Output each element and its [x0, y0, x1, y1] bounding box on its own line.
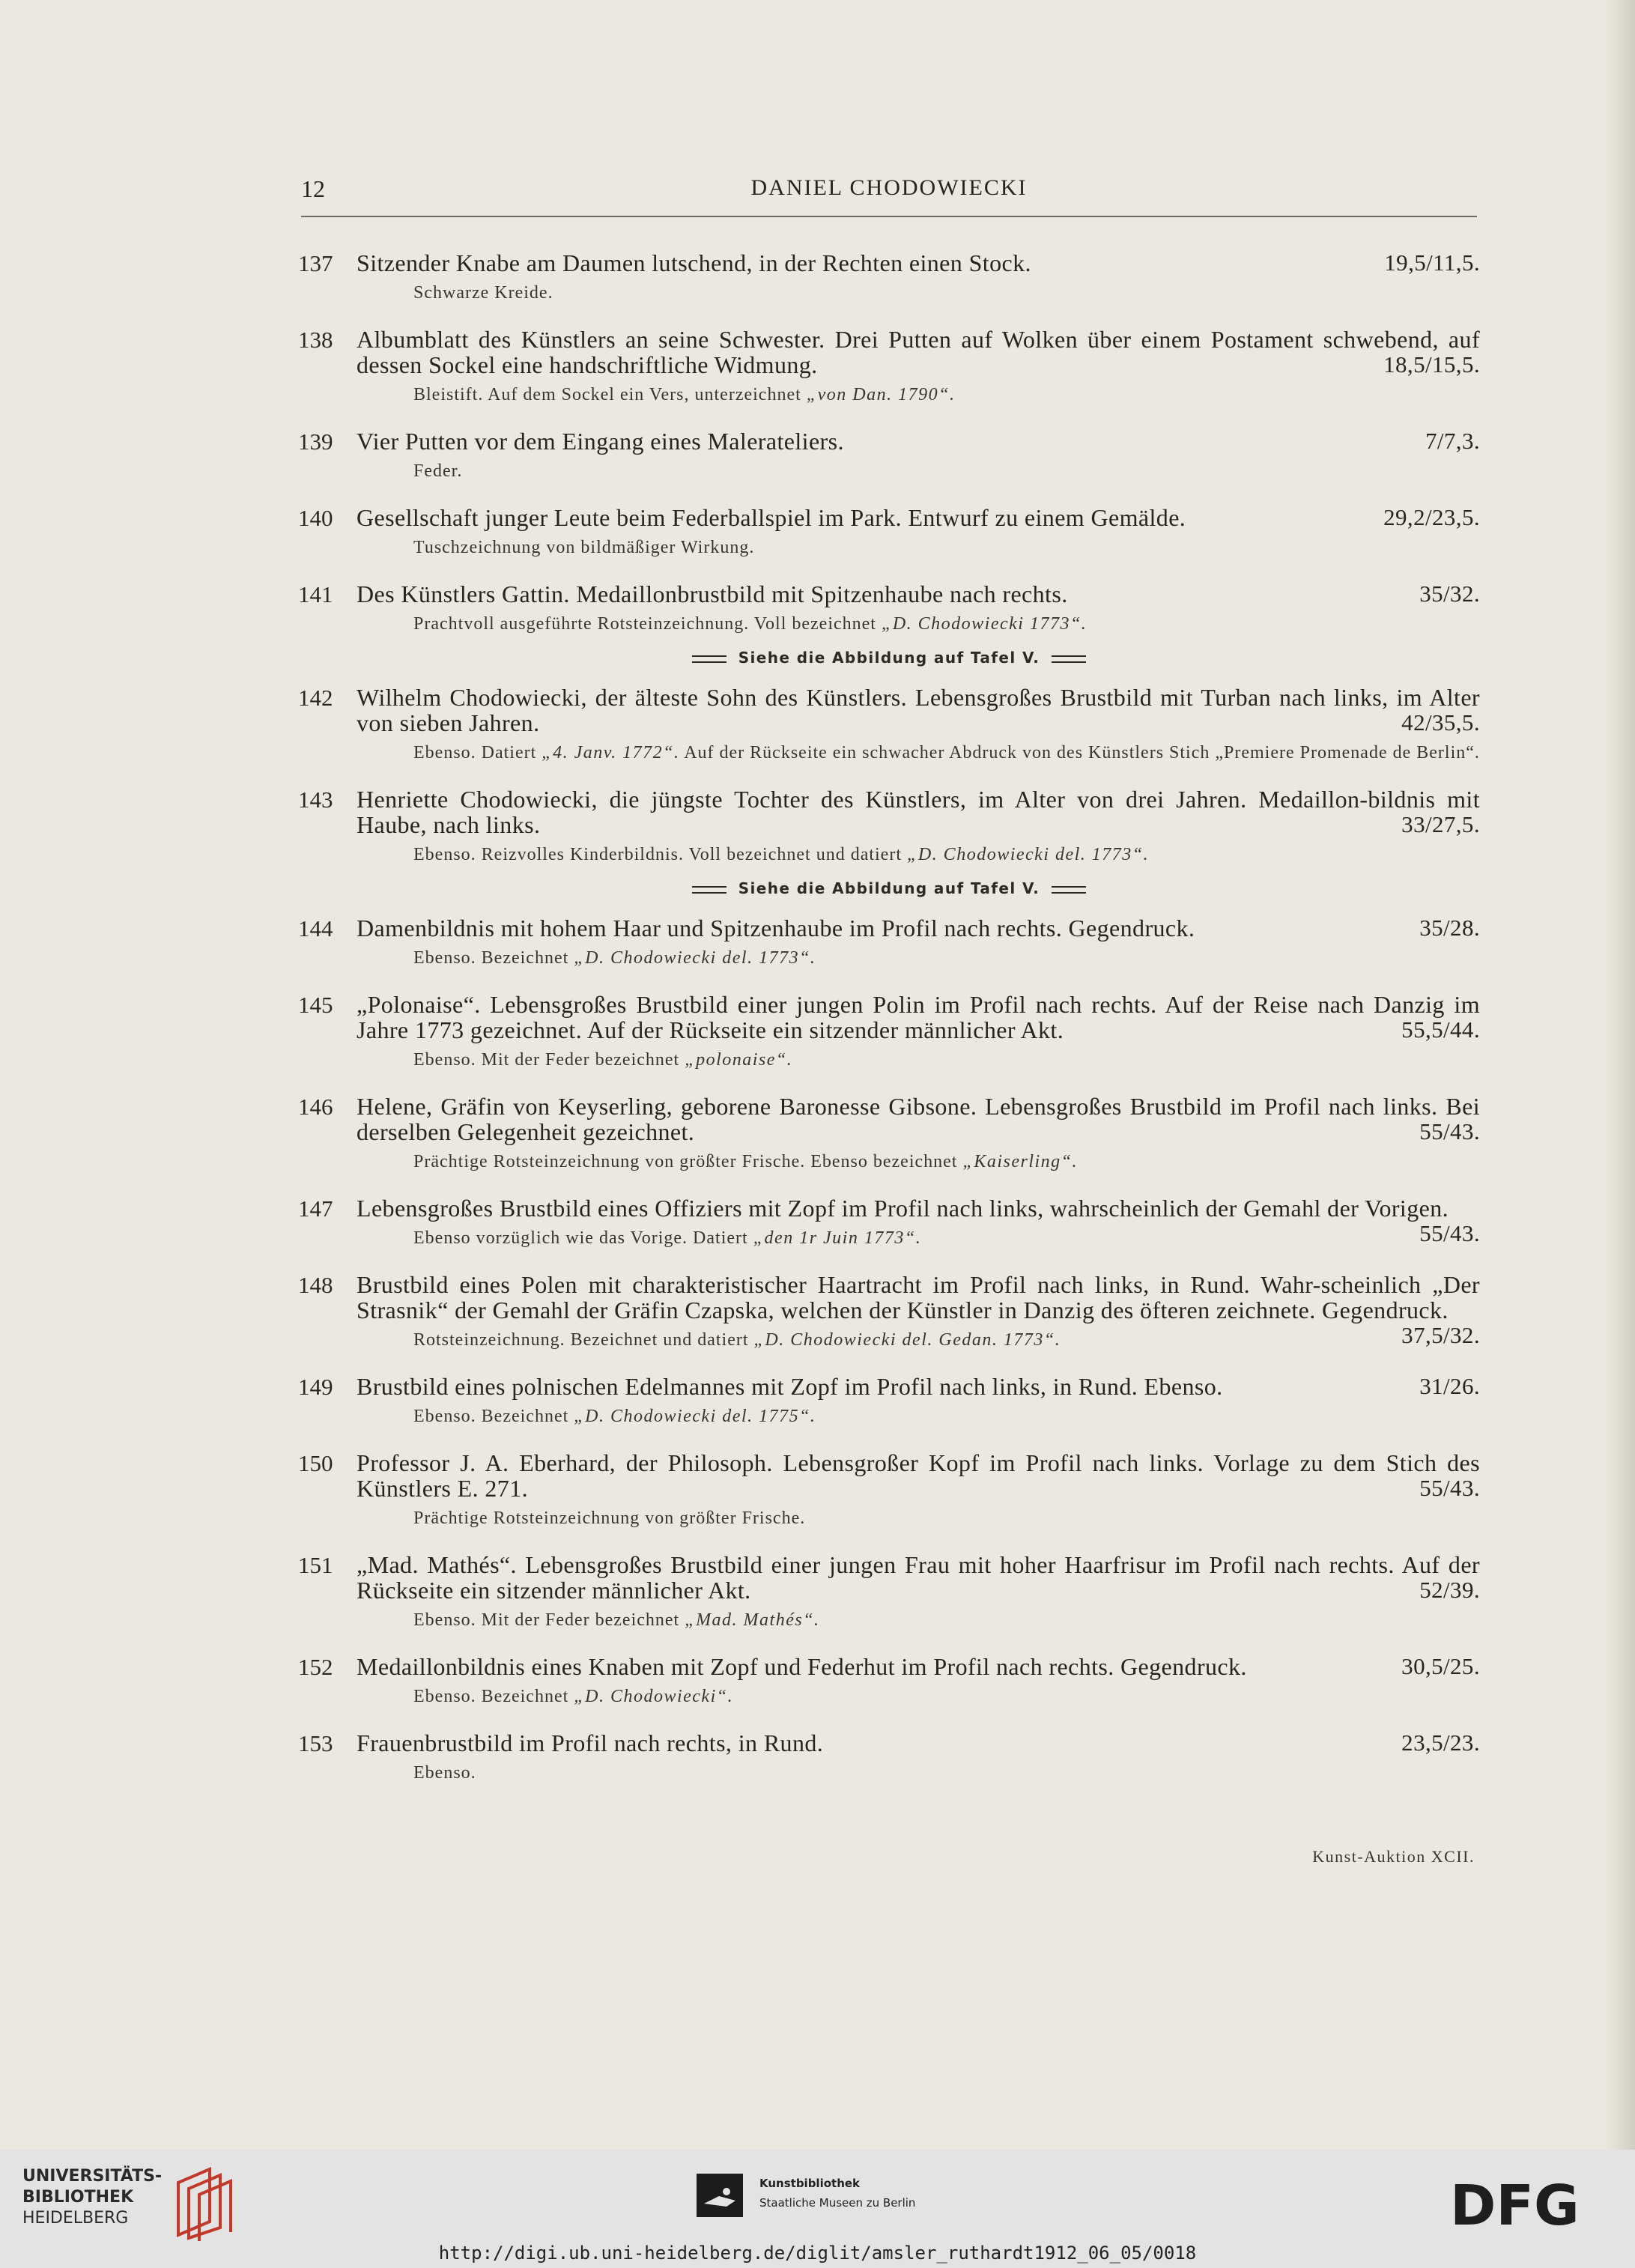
entry-inscription: „Kaiserling“.: [962, 1152, 1079, 1171]
entry-note-text: Prachtvoll ausgeführte Rotsteinzeichnung. Voll bezeichnet: [413, 614, 882, 634]
uni-logo-text: [22, 2166, 162, 2229]
entry-inscription: „4. Janv. 1772“.: [542, 743, 680, 762]
entry-title-text: Sitzender Knabe am Daumen lutschend, in der Rechten einen Stock.: [357, 249, 1031, 276]
entry-title-text: Lebensgroßes Brustbild eines Offiziers mit Zopf im Profil nach links, wahrscheinlich der Gemahl der Vorigen.: [357, 1195, 1449, 1222]
entry-title-text: Damenbildnis mit hohem Haar und Spitzenhaube im Profil nach rechts. Gegendruck.: [357, 915, 1195, 942]
catalog-entry: [298, 1552, 1480, 1631]
entry-number: 142: [298, 685, 333, 711]
signature-line: Kunst-Auktion XCII.: [1312, 1847, 1475, 1866]
entry-number: 144: [298, 915, 333, 942]
catalog-entry: [298, 1654, 1480, 1708]
entry-number: 139: [298, 428, 333, 455]
catalog-entry: [298, 581, 1480, 635]
entry-note-text: Prächtige Rotsteinzeichnung von größter Frische.: [413, 1509, 806, 1528]
header-rule: [301, 216, 1477, 217]
double-rule-left: [692, 886, 727, 894]
dfg-logo-icon[interactable]: [1450, 2181, 1615, 2231]
entry-dimensions: 35/32.: [1419, 580, 1480, 607]
entry-title-text: Albumblatt des Künstlers an seine Schwester. Drei Putten auf Wolken über einem Postament schwebend, auf dessen Sockel eine handschriftliche Widmung.: [357, 326, 1480, 378]
entry-dimensions: 18,5/15,5.: [1383, 351, 1480, 378]
entry-note-text: Feder.: [413, 461, 463, 481]
double-rule-right: [1052, 655, 1086, 663]
catalog-entry: [298, 250, 1480, 304]
entry-note-text: Rotsteinzeichnung. Bezeichnet und datiert: [413, 1330, 754, 1350]
entry-title-text: Professor J. A. Eberhard, der Philosoph. Lebensgroßer Kopf im Profil nach links. Vorlage zu dem Stich des Künstlers E. 271.: [357, 1449, 1480, 1502]
entry-number: 138: [298, 327, 333, 353]
permalink-url[interactable]: http://digi.ub.uni-heidelberg.de/diglit/amsler_ruthardt1912_06_05/0018: [438, 2243, 1197, 2264]
entry-note-text: Ebenso. Mit der Feder bezeichnet: [413, 1050, 685, 1070]
entry-note: [413, 460, 1480, 482]
kb-line-1: Kunstbibliothek: [759, 2177, 861, 2190]
entry-note: [413, 613, 1480, 635]
uni-line-1: UNIVERSITÄTS-: [22, 2167, 163, 2186]
double-rule-left: [692, 655, 727, 663]
entry-note: [413, 1609, 1480, 1631]
catalog-entry: [298, 992, 1480, 1071]
catalog-entry: [298, 1450, 1480, 1529]
uni-line-3: HEIDELBERG: [22, 2209, 129, 2228]
entry-dimensions: 55/43.: [1419, 1118, 1480, 1144]
entry-note: [413, 536, 1480, 559]
entry-title: [357, 915, 1480, 941]
entry-dimensions: 52/39.: [1419, 1577, 1480, 1603]
entry-number: 153: [298, 1730, 333, 1756]
catalog-entry: [298, 327, 1480, 406]
entry-inscription: „D. Chodowiecki del. 1773“.: [574, 948, 816, 968]
catalog-entry: [298, 505, 1480, 559]
plate-reference: [298, 649, 1480, 667]
entry-title: [357, 786, 1480, 837]
entry-dimensions: 37,5/32.: [1401, 1322, 1480, 1348]
plate-reference-text: Siehe die Abbildung auf Tafel V.: [738, 649, 1040, 667]
entry-inscription: „von Dan. 1790“.: [806, 385, 956, 404]
entry-title-text: Henriette Chodowiecki, die jüngste Tochter des Künstlers, im Alter von drei Jahren. Medaillon-bildnis mit Haube, nach links.: [357, 786, 1480, 838]
catalog-entry: [298, 1195, 1480, 1249]
entry-note: [413, 1685, 1480, 1708]
entry-note: [413, 383, 1480, 406]
entry-number: 147: [298, 1195, 333, 1222]
entry-inscription: „D. Chodowiecki del. 1773“.: [907, 845, 1150, 864]
entry-title: [357, 1654, 1480, 1679]
catalog-entry: [298, 1374, 1480, 1428]
plate-reference: [298, 879, 1480, 897]
entry-number: 140: [298, 505, 333, 531]
entry-title: [357, 1730, 1480, 1756]
entry-dimensions: 23,5/23.: [1401, 1729, 1480, 1756]
entry-note-text: Ebenso. Mit der Feder bezeichnet: [413, 1610, 685, 1630]
entry-title-text: Brustbild eines Polen mit charakteristischer Haartracht im Profil nach links, in Rund. Wahr-scheinlich „Der Strasnik“ der Gemahl der Gräfin Czapska, welchen der Künstler in Danzig des öfteren zeichnete. Gegendruck.: [357, 1271, 1480, 1323]
entry-dimensions: 55,5/44.: [1401, 1016, 1480, 1043]
entry-title: [357, 1450, 1480, 1501]
catalog-entry: [298, 685, 1480, 764]
entry-note-text: Ebenso. Datiert: [413, 743, 542, 762]
entry-number: 151: [298, 1552, 333, 1578]
entry-title-text: Helene, Gräfin von Keyserling, geborene Baronesse Gibsone. Lebensgroßes Brustbild im Profil nach links. Bei derselben Gelegenheit gezeichnet.: [357, 1093, 1480, 1145]
double-rule-right: [1052, 886, 1086, 894]
entry-number: 150: [298, 1450, 333, 1476]
entry-note-continuation: Auf der Rückseite ein schwacher Abdruck von des Künstlers Stich „Premiere Promenade de Berlin“.: [679, 743, 1480, 762]
entry-note-text: Ebenso. Reizvolles Kinderbildnis. Voll bezeichnet und datiert: [413, 845, 907, 864]
entry-dimensions: 35/28.: [1419, 915, 1480, 941]
heidelberg-university-library-logo[interactable]: [22, 2163, 247, 2246]
entry-inscription: „D. Chodowiecki del. 1775“.: [574, 1407, 816, 1426]
entry-title: [357, 685, 1480, 736]
entry-note: [413, 1329, 1480, 1351]
kunstbibliothek-eagle-icon: [697, 2174, 749, 2220]
kunstbibliothek-text: [759, 2174, 915, 2213]
entry-note-text: Prächtige Rotsteinzeichnung von größter Frische. Ebenso bezeichnet: [413, 1152, 963, 1171]
catalog-entry: [298, 1272, 1480, 1351]
entry-note-text: Ebenso. Bezeichnet: [413, 1407, 574, 1426]
kunstbibliothek-logo[interactable]: [697, 2174, 1011, 2226]
entry-number: 141: [298, 581, 333, 607]
entry-inscription: „D. Chodowiecki del. Gedan. 1773“.: [753, 1330, 1061, 1350]
entry-title-text: Vier Putten vor dem Eingang eines Malerateliers.: [357, 428, 844, 455]
entry-number: 149: [298, 1374, 333, 1400]
entry-number: 143: [298, 786, 333, 813]
entry-inscription: „Mad. Mathés“.: [685, 1610, 820, 1630]
catalog-entry: [298, 915, 1480, 969]
page-header: [301, 174, 1477, 211]
entry-dimensions: 55/43.: [1419, 1475, 1480, 1501]
entry-title: [357, 1552, 1480, 1603]
page-number: 12: [301, 175, 325, 202]
entry-note: [413, 1507, 1480, 1529]
entry-note-text: Ebenso vorzüglich wie das Vorige. Datiert: [413, 1228, 753, 1248]
entry-number: 137: [298, 250, 333, 276]
entry-title-text: Gesellschaft junger Leute beim Federballspiel im Park. Entwurf zu einem Gemälde.: [357, 504, 1186, 531]
entry-note: [413, 1150, 1480, 1173]
entry-dimensions: 29,2/23,5.: [1383, 504, 1480, 530]
entry-title: [357, 250, 1480, 276]
entry-dimensions: 30,5/25.: [1401, 1653, 1480, 1679]
entry-note-text: Bleistift. Auf dem Sockel ein Vers, unterzeichnet: [413, 385, 807, 404]
entry-title: [357, 581, 1480, 607]
entry-inscription: „den 1r Juin 1773“.: [753, 1228, 922, 1248]
entry-dimensions: 42/35,5.: [1401, 709, 1480, 736]
kb-line-2: Staatliche Museen zu Berlin: [759, 2196, 916, 2210]
entry-title-text: „Polonaise“. Lebensgroßes Brustbild einer jungen Polin im Profil nach rechts. Auf der Reise nach Danzig im Jahre 1773 gezeichnet. Auf der Rückseite ein sitzender männlicher Akt.: [357, 991, 1480, 1043]
entry-dimensions: 7/7,3.: [1425, 428, 1480, 454]
uni-library-mark-icon: [165, 2163, 247, 2246]
plate-reference-text: Siehe die Abbildung auf Tafel V.: [738, 879, 1040, 897]
entry-inscription: „D. Chodowiecki 1773“.: [881, 614, 1088, 634]
entry-number: 146: [298, 1094, 333, 1120]
viewer-footer-bar: [0, 2150, 1635, 2268]
entry-title-text: Brustbild eines polnischen Edelmannes mit Zopf im Profil nach links, in Rund. Ebenso.: [357, 1373, 1223, 1400]
entry-title-text: „Mad. Mathés“. Lebensgroßes Brustbild einer jungen Frau mit hoher Haarfrisur im Profil nach rechts. Auf der Rückseite ein sitzender männlicher Akt.: [357, 1551, 1480, 1604]
entry-dimensions: 31/26.: [1419, 1373, 1480, 1399]
entry-title: [357, 505, 1480, 530]
entry-title: [357, 1094, 1480, 1144]
entry-note-text: Schwarze Kreide.: [413, 283, 553, 303]
entry-note: [413, 742, 1480, 764]
entry-title: [357, 992, 1480, 1043]
dfg-wordmark: DFG: [1450, 2181, 1580, 2231]
entry-dimensions: 55/43.: [1419, 1220, 1480, 1246]
entry-title-text: Medaillonbildnis eines Knaben mit Zopf und Federhut im Profil nach rechts. Gegendruck.: [357, 1653, 1247, 1680]
entry-note: [413, 947, 1480, 969]
entry-number: 145: [298, 992, 333, 1018]
entry-note: [413, 1227, 1480, 1249]
running-title: DANIEL CHODOWIECKI: [750, 175, 1028, 200]
entry-note-text: Ebenso. Bezeichnet: [413, 1687, 574, 1706]
entry-note-text: Tuschzeichnung von bildmäßiger Wirkung.: [413, 538, 755, 557]
entry-note: [413, 1405, 1480, 1428]
entry-title: [357, 1374, 1480, 1399]
entry-note: [413, 843, 1480, 866]
catalog-entry: [298, 1730, 1480, 1784]
entry-title: [357, 327, 1480, 378]
entry-dimensions: 19,5/11,5.: [1384, 249, 1480, 276]
entry-note: [413, 1049, 1480, 1071]
entry-number: 148: [298, 1272, 333, 1298]
entry-note-text: Ebenso. Bezeichnet: [413, 948, 574, 968]
catalog-entry: [298, 428, 1480, 482]
catalog-entry: [298, 786, 1480, 866]
entry-note-text: Ebenso.: [413, 1763, 476, 1783]
catalog-entries: [298, 250, 1480, 1807]
entry-title: [357, 428, 1480, 454]
entry-note: [413, 282, 1480, 304]
entry-title-text: Wilhelm Chodowiecki, der älteste Sohn des Künstlers. Lebensgroßes Brustbild mit Turban nach links, im Alter von sieben Jahren.: [357, 684, 1480, 736]
entry-title-text: Des Künstlers Gattin. Medaillonbrustbild mit Spitzenhaube nach rechts.: [357, 580, 1068, 607]
catalog-entry: [298, 1094, 1480, 1173]
entry-number: 152: [298, 1654, 333, 1680]
entry-note: [413, 1762, 1480, 1784]
entry-inscription: „polonaise“.: [685, 1050, 793, 1070]
entry-dimensions: 33/27,5.: [1401, 811, 1480, 837]
uni-line-2: BIBLIOTHEK: [22, 2188, 134, 2207]
entry-title-text: Frauenbrustbild im Profil nach rechts, in Rund.: [357, 1729, 824, 1756]
entry-inscription: „D. Chodowiecki“.: [574, 1687, 734, 1706]
page-spine-shadow: [1605, 0, 1635, 2150]
